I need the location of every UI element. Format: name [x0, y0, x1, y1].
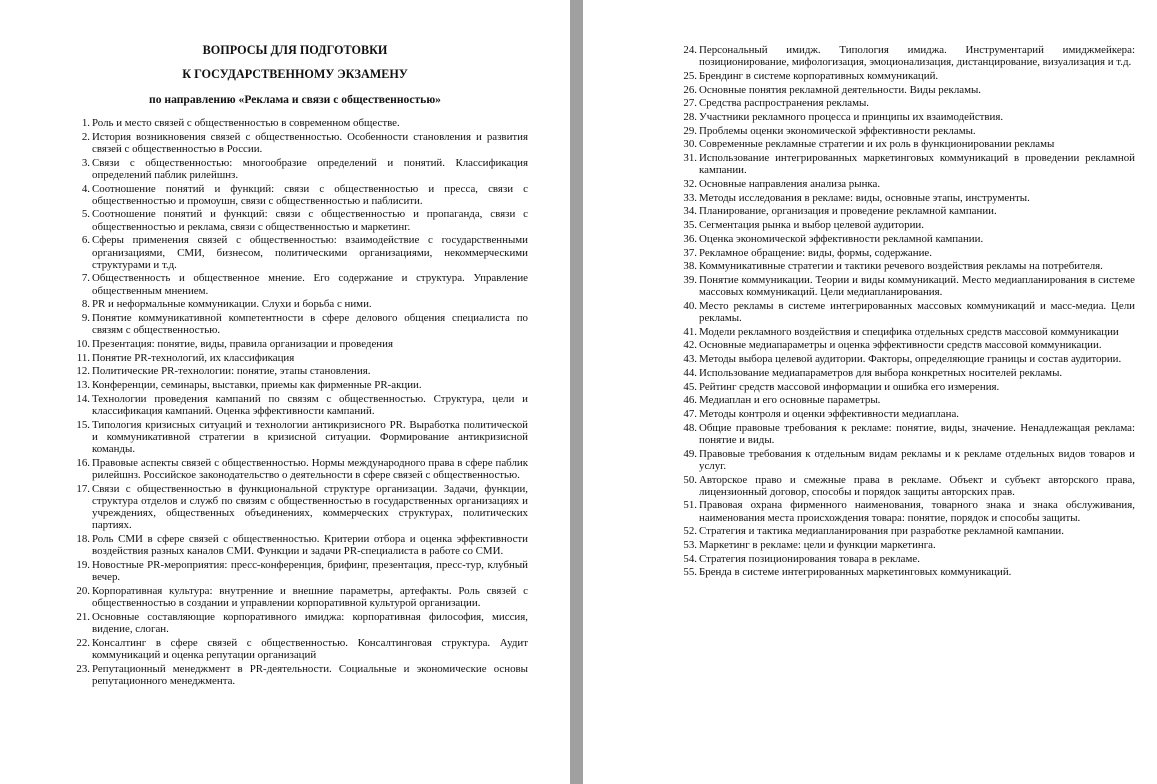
question-number: 36. [683, 232, 697, 245]
question-number: 15. [76, 418, 90, 431]
question-number: 12. [76, 365, 90, 378]
question-item [677, 97, 1135, 109]
question-text: Сегментация рынка и выбор целевой аудитории. [699, 219, 924, 232]
question-item [677, 566, 1135, 578]
document-page-left [0, 0, 570, 784]
question-item [677, 84, 1135, 96]
question-item [677, 138, 1135, 150]
question-item [677, 152, 1135, 176]
question-number: 55. [683, 566, 697, 579]
question-item [677, 394, 1135, 406]
question-text: Основные направления анализа рынка. [699, 178, 881, 191]
question-number: 16. [76, 456, 90, 469]
question-number: 13. [76, 379, 90, 392]
document-title-line-1: ВОПРОСЫ ДЛЯ ПОДГОТОВКИ [202, 43, 388, 57]
question-text: Планирование, организация и проведение рекламной кампании. [699, 205, 997, 218]
question-item [70, 637, 528, 661]
question-text: Основные составляющие корпоративного имиджа: корпоративная философия, миссия, видение, слоган. [92, 610, 528, 635]
question-number: 10. [76, 337, 90, 350]
question-number: 51. [683, 499, 697, 512]
question-number: 38. [683, 260, 697, 273]
question-text: Персональный имидж. Типология имиджа. Инструментарий имиджмейкера: позиционирование, мифологизация, эмоционализация, дистанцирование, визуализация и т.д. [699, 44, 1135, 69]
question-text: Использование медиапараметров для выбора конкретных носителей рекламы. [699, 366, 1063, 379]
question-item [677, 274, 1135, 298]
question-item [677, 192, 1135, 204]
question-item [70, 559, 528, 583]
question-number: 34. [683, 205, 697, 218]
question-text: Технологии проведения кампаний по связям с общественностью. Структура, цели и классификация кампаний. Оценка эффективности кампаний. [92, 392, 528, 417]
question-item [677, 326, 1135, 338]
question-number: 54. [683, 552, 697, 565]
question-text: Сферы применения связей с общественностью: взаимодействие с государственными организациями, СМИ, бизнесом, политическими организациями, некоммерческими структурами и т.д. [92, 234, 528, 271]
question-item [677, 219, 1135, 231]
document-subtitle: по направлению «Реклама и связи с общественностью» [149, 93, 441, 106]
question-number: 7. [81, 272, 90, 285]
question-item [70, 183, 528, 207]
question-item [70, 157, 528, 181]
question-text: Понятие коммуникативной компетентности в сфере делового общения специалиста по связям с общественностью. [92, 312, 528, 337]
question-number: 33. [683, 191, 697, 204]
question-number: 5. [81, 208, 90, 221]
question-number: 23. [76, 662, 90, 675]
question-text: Конференции, семинары, выставки, приемы как фирменные PR-акции. [92, 379, 422, 392]
question-item [677, 448, 1135, 472]
question-text: Новостные PR-мероприятия: пресс-конференция, брифинг, презентация, пресс-тур, клубный вечер. [92, 558, 528, 584]
question-text: Стратегия позиционирования товара в рекламе. [699, 552, 920, 565]
question-text: Соотношение понятий и функций: связи с общественностью и пресса, связи с общественностью и промоушн, связи с общественностью и паблисити. [92, 182, 528, 207]
question-text: Коммуникативные стратегии и тактики речевого воздействия рекламы на потребителя. [699, 260, 1103, 273]
question-text: Использование интегрированных маркетинговых коммуникаций в проведении рекламной кампании. [699, 152, 1135, 177]
question-text: Методы исследования в рекламе: виды, основные этапы, инструменты. [699, 191, 1030, 204]
question-text: Медиаплан и его основные параметры. [699, 394, 881, 407]
document-title-line-2: К ГОСУДАРСТВЕННОМУ ЭКЗАМЕНУ [182, 67, 408, 81]
question-number: 50. [683, 473, 697, 486]
question-item [677, 205, 1135, 217]
question-number: 30. [683, 138, 697, 151]
question-number: 14. [76, 392, 90, 405]
question-item [70, 483, 528, 532]
question-item [677, 233, 1135, 245]
question-text: Основные медиапараметры и оценка эффективности средств массовой коммуникации. [699, 339, 1102, 352]
question-item [70, 533, 528, 557]
question-item [677, 525, 1135, 537]
question-number: 20. [76, 584, 90, 597]
question-number: 4. [81, 182, 90, 195]
question-item [70, 379, 528, 391]
question-text: Основные понятия рекламной деятельности. Виды рекламы. [699, 83, 982, 96]
question-number: 28. [683, 111, 697, 124]
question-number: 29. [683, 124, 697, 137]
question-text: Бренда в системе интегрированных маркетинговых коммуникаций. [699, 566, 1012, 579]
question-text: Связи с общественностью: многообразие определений и понятий. Классификация определений паблик рилейшнз. [92, 156, 528, 181]
question-number: 27. [683, 97, 697, 110]
question-number: 3. [81, 156, 90, 169]
question-list-right [677, 44, 1135, 580]
question-text: Брендинг в системе корпоративных коммуникаций. [699, 69, 939, 82]
question-item [70, 234, 528, 271]
question-item [677, 300, 1135, 324]
question-number: 45. [683, 380, 697, 393]
question-text: История возникновения связей с общественностью. Особенности становления и развития связей с общественностью в России. [92, 130, 528, 155]
document-page-right [583, 0, 1157, 784]
question-text: Понятие PR-технологий, их классификация [92, 351, 295, 364]
question-text: Стратегия и тактика медиапланирования при разработке рекламной кампании. [699, 525, 1064, 538]
question-number: 39. [683, 273, 697, 286]
question-item [677, 178, 1135, 190]
question-text: Маркетинг в рекламе: цели и функции маркетинга. [699, 539, 936, 552]
question-item [70, 393, 528, 417]
question-item [677, 125, 1135, 137]
question-item [677, 474, 1135, 498]
question-number: 44. [683, 366, 697, 379]
question-item [677, 553, 1135, 565]
question-text: Методы выбора целевой аудитории. Факторы, определяющие границы и состав аудитории. [699, 353, 1122, 366]
question-item [70, 585, 528, 609]
question-number: 17. [76, 482, 90, 495]
question-number: 1. [81, 117, 90, 129]
question-number: 2. [81, 130, 90, 143]
question-text: Презентация: понятие, виды, правила организации и проведения [92, 337, 393, 350]
question-item [677, 247, 1135, 259]
question-text: Авторское право и смежные права в рекламе. Объект и субъект авторского права, лицензионный договор, способы и порядок защиты авторских прав. [699, 473, 1135, 498]
question-text: PR и неформальные коммуникации. Слухи и борьба с ними. [92, 298, 372, 311]
question-number: 26. [683, 83, 697, 96]
question-item [70, 419, 528, 456]
page-gutter [570, 0, 583, 784]
question-item [70, 457, 528, 481]
question-text: Средства распространения рекламы. [699, 97, 870, 110]
question-text: Репутационный менеджмент в PR-деятельности. Социальные и экономические основы репутационного менеджмента. [92, 662, 528, 687]
question-number: 37. [683, 246, 697, 259]
question-item [677, 499, 1135, 523]
question-number: 47. [683, 407, 697, 420]
question-number: 25. [683, 69, 697, 82]
question-item [677, 422, 1135, 446]
question-item [677, 539, 1135, 551]
question-number: 18. [76, 533, 90, 545]
question-item [677, 353, 1135, 365]
question-text: Современные рекламные стратегии и их роль в функционировании рекламы [699, 138, 1055, 151]
question-text: Соотношение понятий и функций: связи с общественностью и пропаганда, связи с общественностью и реклама, связи с общественностью и маркетинг. [92, 208, 528, 233]
question-item [677, 44, 1135, 68]
question-text: Проблемы оценки экономической эффективности рекламы. [699, 124, 976, 137]
question-text: Правовые аспекты связей с общественностью. Нормы международного права в сфере паблик рилейшнз. Российское законодательство о деятельности в сфере связей с общественностью. [92, 456, 528, 481]
question-item [677, 381, 1135, 393]
question-text: Правовые требования к отдельным видам рекламы и к рекламе отдельных видов товаров и услуг. [699, 447, 1135, 472]
question-number: 31. [683, 152, 697, 165]
question-number: 46. [683, 394, 697, 407]
question-list-left [70, 117, 528, 688]
question-text: Роль СМИ в сфере связей с общественностью. Критерии отбора и оценка эффективности воздействия разных каналов СМИ. Функции и задачи PR-специалиста в работе со СМИ. [92, 533, 528, 558]
question-item [677, 70, 1135, 82]
question-item [70, 663, 528, 687]
question-text: Политические PR-технологии: понятие, этапы становления. [92, 365, 371, 378]
question-number: 41. [683, 325, 697, 338]
question-text: Рейтинг средств массовой информации и ошибка его измерения. [699, 380, 1000, 393]
question-text: Общие правовые требования к рекламе: понятие, виды, значение. Ненадлежащая реклама: понятие и виды. [699, 421, 1135, 446]
question-number: 19. [76, 558, 90, 571]
question-text: Типология кризисных ситуаций и технологии антикризисного PR. Выработка политической и коммуникативной стратегии в кризисной ситуации. Формирование антикризисной команды. [92, 418, 528, 456]
question-text: Место рекламы в системе интегрированных массовых коммуникаций и масс-медиа. Цели рекламы. [699, 299, 1135, 325]
question-item [70, 117, 528, 129]
question-item [70, 611, 528, 635]
question-number: 52. [683, 525, 697, 538]
question-number: 24. [683, 44, 697, 56]
question-text: Связи с общественностью в функциональной структуре организации. Задачи, функции, структура отделов и служб по связям с общественностью в государственных организациях и учреждениях, общественных объединениях, коммерческих структурах, политических партиях. [92, 482, 528, 532]
question-number: 48. [683, 421, 697, 434]
question-number: 32. [683, 178, 697, 191]
question-text: Общественность и общественное мнение. Его содержание и структура. Управление общественным мнением. [92, 272, 528, 297]
question-number: 49. [683, 447, 697, 460]
question-text: Модели рекламного воздействия и специфика отдельных средств массовой коммуникации [699, 325, 1119, 338]
question-text: Понятие коммуникации. Теории и виды коммуникаций. Место медиапланирования в системе массовых коммуникаций. Цели медиапланирования. [699, 273, 1135, 299]
question-item [70, 208, 528, 232]
question-text: Оценка экономической эффективности рекламной кампании. [699, 232, 984, 245]
question-number: 43. [683, 353, 697, 366]
question-item [677, 367, 1135, 379]
question-item [70, 352, 528, 364]
question-item [677, 111, 1135, 123]
question-item [70, 298, 528, 310]
question-number: 35. [683, 219, 697, 232]
question-number: 53. [683, 539, 697, 552]
question-number: 21. [76, 610, 90, 623]
question-item [70, 365, 528, 377]
question-number: 40. [683, 299, 697, 312]
question-item [70, 312, 528, 336]
question-text: Корпоративная культура: внутренние и внешние параметры, артефакты. Роль связей с общественностью в создании и управлении корпоративной культурой организации. [92, 584, 528, 610]
question-text: Участники рекламного процесса и принципы их взаимодействия. [699, 111, 1004, 124]
question-text: Консалтинг в сфере связей с общественностью. Консалтинговая структура. Аудит коммуникаций и оценка репутации организаций [92, 636, 528, 661]
question-item [70, 272, 528, 296]
question-item [677, 339, 1135, 351]
question-number: 22. [76, 636, 90, 649]
question-number: 42. [683, 339, 697, 352]
question-text: Роль и место связей с общественностью в современном обществе. [92, 117, 400, 129]
question-number: 6. [81, 234, 90, 247]
question-text: Правовая охрана фирменного наименования, товарного знака и знака обслуживания, наименования места происхождения товара: понятие, порядок и способы защиты. [699, 499, 1135, 524]
question-item [677, 260, 1135, 272]
question-number: 8. [81, 298, 90, 311]
question-number: 9. [81, 312, 90, 325]
question-text: Методы контроля и оценки эффективности медиаплана. [699, 407, 960, 420]
question-item [70, 338, 528, 350]
question-number: 11. [76, 351, 90, 364]
question-text: Рекламное обращение: виды, формы, содержание. [699, 246, 932, 259]
question-item [677, 408, 1135, 420]
question-item [70, 131, 528, 155]
